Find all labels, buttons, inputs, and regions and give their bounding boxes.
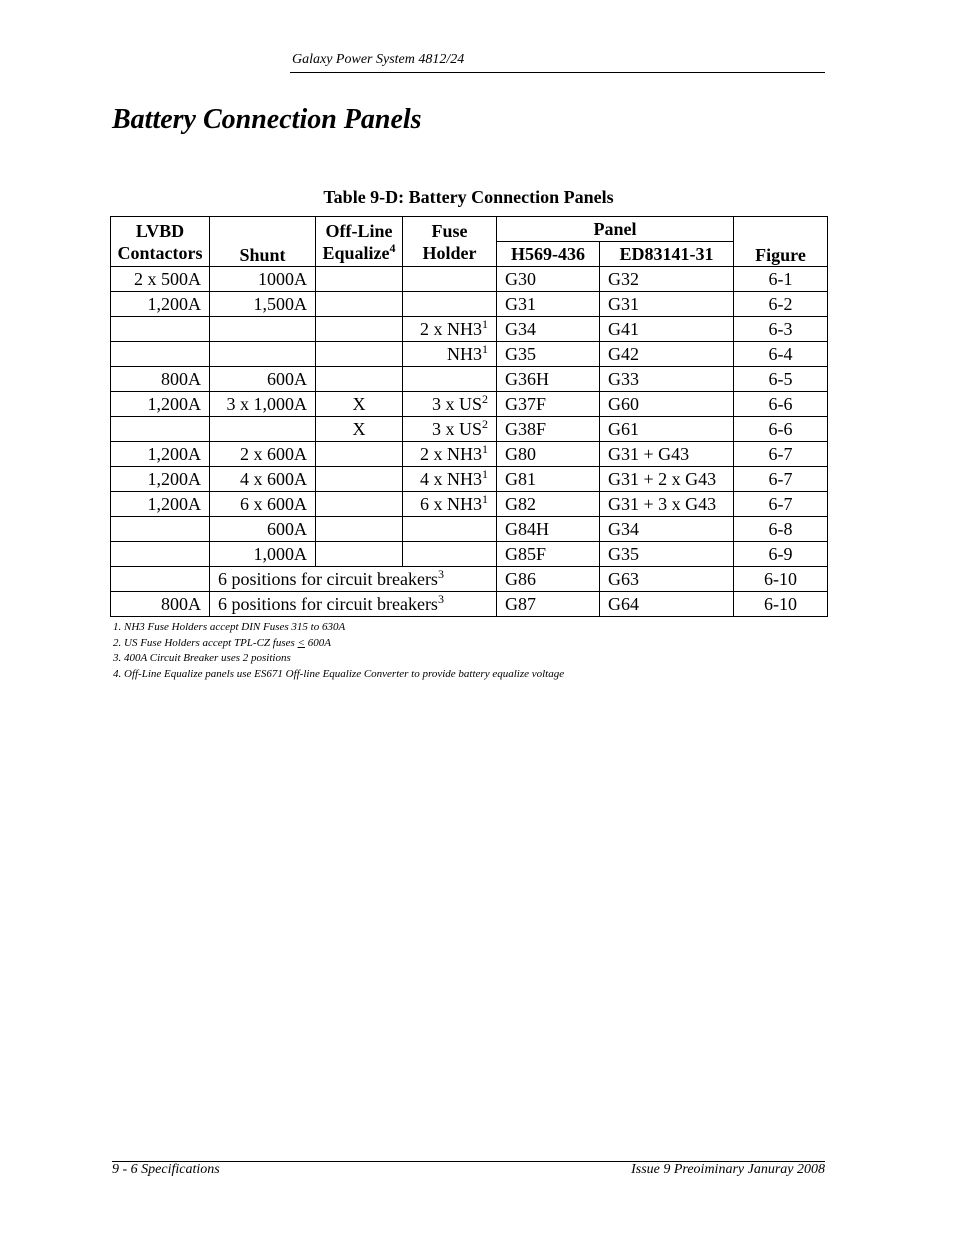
- lvbd-cell: 1,200A: [111, 292, 210, 317]
- header-h569-436: H569-436: [497, 242, 600, 267]
- running-header: Galaxy Power System 4812/24: [292, 52, 465, 67]
- shunt-cell: 600A: [210, 367, 316, 392]
- header-shunt: Shunt: [210, 217, 316, 267]
- footer-issue: Issue 9 Preoiminary Januray 2008: [631, 1162, 825, 1177]
- figure-cell: 6-7: [734, 467, 828, 492]
- lvbd-cell: [111, 517, 210, 542]
- ed83141-panel-cell: G42: [600, 342, 734, 367]
- lvbd-cell: 800A: [111, 367, 210, 392]
- equalize-cell: [316, 492, 403, 517]
- fuse-holder-cell: [403, 267, 497, 292]
- figure-cell: 6-10: [734, 592, 828, 617]
- h569-panel-cell: G84H: [497, 517, 600, 542]
- footnote-1: 1. NH3 Fuse Holders accept DIN Fuses 315 to 630A: [113, 621, 346, 633]
- fuse-holder-cell: [403, 517, 497, 542]
- footnote-4: 4. Off-Line Equalize panels use ES671 Off-line Equalize Converter to provide battery equalize voltage: [113, 668, 565, 681]
- figure-cell: 6-7: [734, 442, 828, 467]
- footer-page-number: 9 - 6 Specifications: [112, 1162, 220, 1177]
- equalize-cell: [316, 367, 403, 392]
- shunt-cell: 4 x 600A: [210, 467, 316, 492]
- fuse-holder-cell: [403, 542, 497, 567]
- page-title: Battery Connection Panels: [112, 104, 422, 135]
- h569-panel-cell: G82: [497, 492, 600, 517]
- figure-cell: 6-6: [734, 392, 828, 417]
- circuit-breaker-positions-cell: 6 positions for circuit breakers$^3$: [210, 567, 497, 592]
- ed83141-panel-cell: G32: [600, 267, 734, 292]
- shunt-cell: [210, 342, 316, 367]
- lvbd-cell: 1,200A: [111, 392, 210, 417]
- footnote-2: 2. US Fuse Holders accept TPL-CZ fuses < 600A: [113, 636, 331, 649]
- shunt-cell: [210, 317, 316, 342]
- equalize-cell: X: [316, 392, 403, 417]
- fuse-holder-cell: 2 x $NH3^1$: [403, 442, 497, 467]
- figure-cell: 6-8: [734, 517, 828, 542]
- figure-cell: 6-9: [734, 542, 828, 567]
- fuse-holder-cell: 3 x $US^2$: [403, 392, 497, 417]
- shunt-cell: 600A: [210, 517, 316, 542]
- table-row: [111, 292, 828, 317]
- figure-cell: 6-4: [734, 342, 828, 367]
- equalize-cell: [316, 342, 403, 367]
- table-row: [111, 442, 828, 467]
- equalize-cell: [316, 267, 403, 292]
- table-row: [111, 467, 828, 492]
- table-row: [111, 392, 828, 417]
- header-rule: [290, 72, 825, 73]
- ed83141-panel-cell: G63: [600, 567, 734, 592]
- header-offline-equalize: Off-Line Equalize$^4$: [316, 217, 403, 267]
- h569-panel-cell: G34: [497, 317, 600, 342]
- lvbd-cell: 800A: [111, 592, 210, 617]
- header-fuse-holder: Fuse Holder: [403, 217, 497, 267]
- ed83141-panel-cell: G64: [600, 592, 734, 617]
- table-row: [111, 417, 828, 442]
- shunt-cell: 1000A: [210, 267, 316, 292]
- ed83141-panel-cell: G31 + G43: [600, 442, 734, 467]
- lvbd-cell: [111, 567, 210, 592]
- figure-cell: 6-2: [734, 292, 828, 317]
- fuse-holder-cell: 6 x $NH3^1$: [403, 492, 497, 517]
- figure-cell: 6-7: [734, 492, 828, 517]
- figure-cell: 6-10: [734, 567, 828, 592]
- h569-panel-cell: G35: [497, 342, 600, 367]
- ed83141-panel-cell: G31 + 2 x G43: [600, 467, 734, 492]
- h569-panel-cell: G31: [497, 292, 600, 317]
- equalize-cell: [316, 542, 403, 567]
- h569-panel-cell: G30: [497, 267, 600, 292]
- fuse-holder-cell: $NH3^1$: [403, 342, 497, 367]
- h569-panel-cell: G85F: [497, 542, 600, 567]
- lvbd-cell: 1,200A: [111, 467, 210, 492]
- header-panel: Panel: [497, 217, 734, 242]
- h569-panel-cell: G38F: [497, 417, 600, 442]
- fuse-holder-cell: 2 x $NH3^1$: [403, 317, 497, 342]
- ed83141-panel-cell: G41: [600, 317, 734, 342]
- table-row: [111, 267, 828, 292]
- h569-panel-cell: G37F: [497, 392, 600, 417]
- table-caption: Table 9-D: Battery Connection Panels: [323, 187, 614, 207]
- fuse-holder-cell: [403, 367, 497, 392]
- ed83141-panel-cell: G35: [600, 542, 734, 567]
- fuse-holder-cell: [403, 292, 497, 317]
- equalize-cell: [316, 442, 403, 467]
- lvbd-cell: [111, 417, 210, 442]
- equalize-cell: X: [316, 417, 403, 442]
- header-ed83141-31: ED83141-31: [600, 242, 734, 267]
- table-row: [111, 367, 828, 392]
- figure-cell: 6-3: [734, 317, 828, 342]
- equalize-cell: [316, 317, 403, 342]
- shunt-cell: 1,000A: [210, 542, 316, 567]
- lvbd-cell: [111, 317, 210, 342]
- h569-panel-cell: G81: [497, 467, 600, 492]
- table-row: [111, 317, 828, 342]
- table-row: [111, 492, 828, 517]
- table-row: [111, 567, 828, 592]
- h569-panel-cell: G87: [497, 592, 600, 617]
- fuse-holder-cell: 4 x $NH3^1$: [403, 467, 497, 492]
- footnote-3: 3. 400A Circuit Breaker uses 2 positions: [113, 652, 291, 665]
- h569-panel-cell: G86: [497, 567, 600, 592]
- ed83141-panel-cell: G31 + 3 x G43: [600, 492, 734, 517]
- ed83141-panel-cell: G60: [600, 392, 734, 417]
- lvbd-cell: [111, 542, 210, 567]
- h569-panel-cell: G80: [497, 442, 600, 467]
- figure-cell: 6-5: [734, 367, 828, 392]
- battery-connection-panels-table: [110, 216, 828, 617]
- shunt-cell: 2 x 600A: [210, 442, 316, 467]
- table-row: [111, 517, 828, 542]
- lvbd-cell: 1,200A: [111, 442, 210, 467]
- equalize-cell: [316, 467, 403, 492]
- header-figure: Figure: [734, 217, 828, 267]
- table-footnotes: [113, 620, 564, 683]
- fuse-holder-cell: 3 x $US^2$: [403, 417, 497, 442]
- table-row: [111, 592, 828, 617]
- table-row: [111, 342, 828, 367]
- h569-panel-cell: G36H: [497, 367, 600, 392]
- figure-cell: 6-1: [734, 267, 828, 292]
- header-lvbd-contactors: LVBD Contactors: [111, 217, 210, 267]
- lvbd-cell: [111, 342, 210, 367]
- ed83141-panel-cell: G33: [600, 367, 734, 392]
- shunt-cell: 1,500A: [210, 292, 316, 317]
- ed83141-panel-cell: G61: [600, 417, 734, 442]
- lvbd-cell: 2 x 500A: [111, 267, 210, 292]
- ed83141-panel-cell: G31: [600, 292, 734, 317]
- shunt-cell: 6 x 600A: [210, 492, 316, 517]
- equalize-cell: [316, 517, 403, 542]
- shunt-cell: 3 x 1,000A: [210, 392, 316, 417]
- equalize-cell: [316, 292, 403, 317]
- table-row: [111, 542, 828, 567]
- lvbd-cell: 1,200A: [111, 492, 210, 517]
- circuit-breaker-positions-cell: 6 positions for circuit breakers$^3$: [210, 592, 497, 617]
- ed83141-panel-cell: G34: [600, 517, 734, 542]
- shunt-cell: [210, 417, 316, 442]
- figure-cell: 6-6: [734, 417, 828, 442]
